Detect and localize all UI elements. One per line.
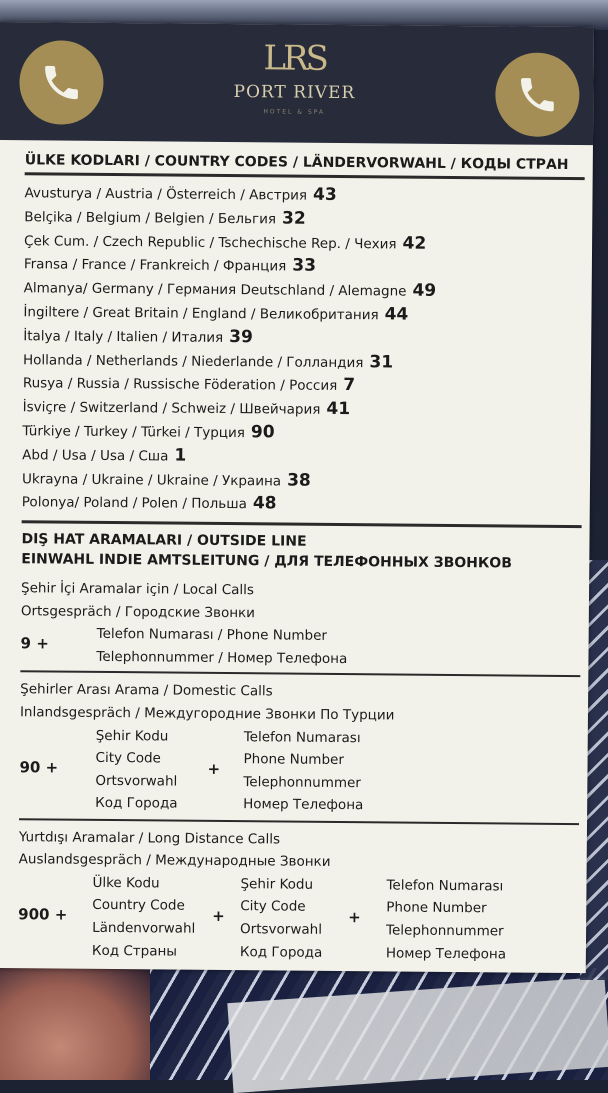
hotel-logo	[209, 38, 380, 116]
country-codes-title: ÜLKE KODLARI / COUNTRY CODES / LÄNDERVORWAHL / КОДЫ СТРАН	[24, 152, 569, 173]
brand-name: PORT RIVER	[233, 82, 356, 104]
col-line: Country Code	[92, 897, 185, 914]
country-name: Polonya/ Poland / Polen / Польша	[21, 494, 247, 513]
country-name: Hollanda / Netherlands / Niederlande / Голландия	[22, 351, 364, 371]
logo-mark: LRS	[263, 38, 327, 79]
country-code: 42	[402, 233, 427, 254]
domestic-col-city-code	[95, 724, 178, 815]
local-col-line: Telephonnummer / Номер Телефона	[96, 648, 348, 667]
country-row	[22, 491, 582, 520]
country-code: 32	[281, 208, 306, 229]
local-col	[96, 623, 347, 670]
plus-sign: +	[212, 906, 225, 925]
country-name: Almanya/ Germany / Германия Deutschland / Alemagne	[23, 280, 407, 300]
domestic-calls-label: Şehirler Arası Arama / Domestic Calls	[20, 681, 273, 700]
col-line: Код Города	[239, 943, 323, 961]
country-code-list	[22, 181, 585, 519]
country-name: Avusturya / Austria / Österreich / Австрия	[24, 185, 308, 204]
country-code: 90	[250, 422, 275, 443]
country-code: 31	[369, 351, 394, 373]
long-distance-format	[18, 871, 579, 966]
brand-subtitle: HOTEL & SPA	[263, 108, 326, 116]
col-line: Şehir Kodu	[240, 875, 314, 893]
domestic-col-phone-number	[243, 726, 364, 817]
international-col-phone-number	[386, 874, 507, 965]
local-col-line: Telefon Numarası / Phone Number	[96, 626, 328, 645]
country-name: Ukrayna / Ukraine / Ukraine / Украина	[21, 470, 282, 490]
col-line: Номер Телефона	[243, 796, 364, 814]
col-line: Ülke Kodu	[92, 874, 160, 892]
plus-sign: +	[348, 907, 361, 926]
country-name: İngiltere / Great Britain / England / Великобритания	[23, 304, 379, 324]
col-line: Telefon Numarası	[386, 877, 504, 895]
country-code: 48	[252, 493, 277, 514]
col-line: City Code	[95, 749, 161, 767]
country-code: 41	[326, 399, 351, 420]
country-name: Fransa / France / Frankreich / Франция	[23, 256, 287, 275]
country-code: 7	[343, 375, 356, 396]
col-line: Şehir Kodu	[95, 727, 169, 745]
outside-line-subtitle: EINWAHL INDIE AMTSLEITUNG / ДЛЯ ТЕЛЕФОННЫХ ЗВОНКОВ	[21, 551, 512, 572]
international-prefix: 900 +	[18, 904, 68, 924]
country-name: Çek Cum. / Czech Republic / Tschechische Rep. / Чехия	[24, 232, 397, 253]
col-line: Telefon Numarası	[243, 728, 361, 746]
long-distance-label-2: Auslandsgespräch / Международные Звонки	[18, 851, 331, 871]
country-code: 39	[229, 326, 253, 347]
col-line: Ländenvorwahl	[92, 919, 196, 937]
country-name: Belçika / Belgium / Belgien / Бельгия	[24, 209, 277, 228]
divider	[19, 818, 579, 825]
divider	[22, 520, 582, 528]
col-line: Phone Number	[386, 899, 487, 917]
col-line: Ortsvorwahl	[95, 772, 178, 790]
country-code: 38	[287, 470, 311, 491]
domestic-calls-format	[19, 724, 580, 819]
country-name: Türkiye / Turkey / Türkei / Турция	[22, 423, 245, 442]
country-code: 1	[174, 445, 187, 466]
local-calls-label-2: Ortsgespräch / Городские Звонки	[20, 602, 256, 621]
domestic-prefix: 90 +	[19, 757, 59, 777]
col-line: Номер Телефона	[385, 944, 507, 962]
col-line: Код Страны	[91, 942, 178, 960]
country-code: 49	[412, 280, 437, 302]
background-hand	[0, 968, 150, 1080]
phone-icon	[19, 40, 104, 125]
local-calls-label: Şehir İçi Aramalar için / Local Calls	[20, 580, 255, 599]
country-name: Abd / Usa / Usa / Сша	[22, 446, 169, 465]
domestic-calls-label-2: Inlandsgespräch / Междугородние Звонки По Турции	[19, 704, 395, 724]
country-name: Rusya / Russia / Russische Föderation / Россия	[22, 375, 338, 395]
country-name: İsviçre / Switzerland / Schweiz / Швейчария	[22, 399, 321, 418]
international-col-country-code	[92, 872, 196, 963]
country-name: İtalya / Italy / Italien / Италия	[23, 327, 224, 346]
local-prefix: 9 +	[20, 634, 49, 653]
country-code: 43	[312, 184, 337, 205]
local-calls-format	[20, 623, 580, 674]
col-line: Telephonnummer	[386, 922, 504, 940]
international-col-city-code	[240, 873, 323, 964]
phone-icon	[495, 52, 580, 137]
plus-sign: +	[207, 759, 221, 778]
col-line: City Code	[240, 898, 306, 916]
country-code: 44	[384, 304, 409, 325]
col-line: Phone Number	[243, 751, 344, 769]
card-header	[0, 22, 594, 145]
country-code: 33	[292, 255, 317, 277]
card-content	[18, 150, 585, 966]
col-line: Код Города	[95, 795, 178, 812]
hotel-info-card	[0, 22, 594, 973]
long-distance-label: Yurtdışı Aramalar / Long Distance Calls	[18, 828, 281, 848]
outside-line-title: DIŞ HAT ARAMALARI / OUTSIDE LINE	[21, 531, 307, 550]
col-line: Telephonnummer	[243, 773, 361, 791]
col-line: Ortsvorwahl	[240, 921, 323, 938]
